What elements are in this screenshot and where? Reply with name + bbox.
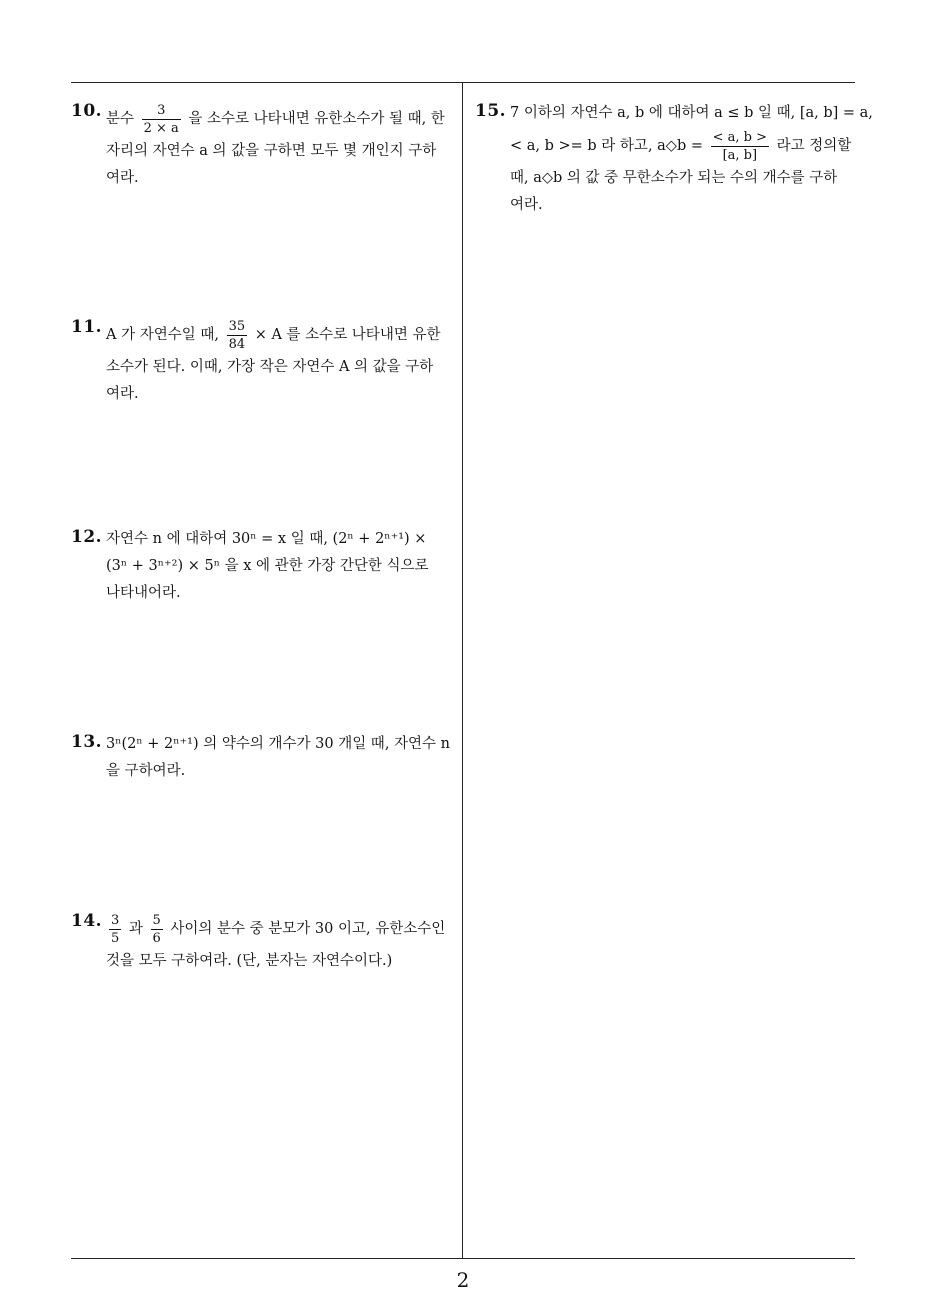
problem-13 bbox=[71, 731, 461, 785]
fraction-denominator: 84 bbox=[228, 336, 246, 352]
problem-line bbox=[510, 127, 860, 165]
problem-line: 3ⁿ(2ⁿ + 2ⁿ⁺¹) 의 약수의 개수가 30 개일 때, 자연수 n bbox=[106, 736, 451, 752]
top-rule bbox=[71, 82, 855, 83]
problem-text: 라고 정의할 bbox=[776, 138, 852, 154]
fraction-denominator: 6 bbox=[152, 930, 161, 946]
fraction-numerator: 3 bbox=[157, 102, 166, 118]
problem-number: 10. bbox=[71, 101, 103, 121]
fraction-numerator: 35 bbox=[228, 318, 246, 334]
problem-text: < a, b >= b 라 하고, a◇b = bbox=[510, 138, 703, 154]
problem-12 bbox=[71, 526, 461, 607]
problem-line: 나타내어라. bbox=[106, 585, 181, 601]
problem-14 bbox=[71, 910, 461, 975]
problem-text: × A 를 소수로 나타내면 유한 bbox=[254, 327, 441, 343]
problem-number: 12. bbox=[71, 527, 103, 547]
problem-text: 분수 bbox=[106, 111, 135, 127]
problem-line: 자연수 n 에 대하여 30ⁿ = x 일 때, (2ⁿ + 2ⁿ⁺¹) × bbox=[106, 531, 427, 547]
problem-line: 자리의 자연수 a 의 값을 구하면 모두 몇 개인지 구하 bbox=[106, 143, 437, 159]
problem-10 bbox=[71, 100, 461, 192]
problem-line: 여라. bbox=[510, 197, 543, 213]
problem-line: 여라. bbox=[106, 170, 139, 186]
bottom-rule bbox=[71, 1258, 855, 1259]
problem-line: 7 이하의 자연수 a, b 에 대하여 a ≤ b 일 때, [a, b] = a, bbox=[510, 105, 873, 121]
column-divider bbox=[462, 82, 463, 1258]
fraction bbox=[711, 131, 769, 162]
problem-text: 과 bbox=[128, 921, 143, 937]
problem-line bbox=[106, 316, 461, 354]
problem-number: 11. bbox=[71, 317, 103, 337]
fraction-denominator: 2 × a bbox=[143, 120, 179, 136]
problem-number: 13. bbox=[71, 732, 103, 752]
fraction bbox=[227, 320, 248, 351]
problem-15 bbox=[475, 100, 873, 219]
problem-line: (3ⁿ + 3ⁿ⁺²) × 5ⁿ 을 x 에 관한 가장 간단한 식으로 bbox=[106, 558, 429, 574]
fraction-numerator: 5 bbox=[152, 912, 161, 928]
problem-line bbox=[106, 910, 461, 948]
fraction-numerator: < a, b > bbox=[712, 129, 767, 145]
fraction bbox=[109, 914, 121, 945]
problem-line: 소수가 된다. 이때, 가장 작은 자연수 A 의 값을 구하 bbox=[106, 359, 434, 375]
problem-line bbox=[106, 100, 461, 138]
problem-line: 때, a◇b 의 값 중 무한소수가 되는 수의 개수를 구하 bbox=[510, 170, 838, 186]
problem-number: 15. bbox=[475, 101, 507, 121]
problem-line: 을 구하여라. bbox=[106, 763, 186, 779]
problem-line: 것을 모두 구하여라. (단, 분자는 자연수이다.) bbox=[106, 953, 393, 969]
fraction-numerator: 3 bbox=[111, 912, 120, 928]
fraction bbox=[142, 104, 181, 135]
fraction-denominator: 5 bbox=[111, 930, 120, 946]
fraction-denominator: [a, b] bbox=[711, 146, 769, 162]
problem-text: 사이의 분수 중 분모가 30 이고, 유한소수인 bbox=[170, 921, 446, 937]
page-number: 2 bbox=[456, 1268, 470, 1292]
problem-number: 14. bbox=[71, 911, 103, 931]
problem-11 bbox=[71, 316, 461, 408]
problem-line: 여라. bbox=[106, 386, 139, 402]
problem-text: A 가 자연수일 때, bbox=[106, 327, 219, 343]
fraction bbox=[151, 914, 163, 945]
problem-text: 을 소수로 나타내면 유한소수가 될 때, 한 bbox=[188, 111, 445, 127]
